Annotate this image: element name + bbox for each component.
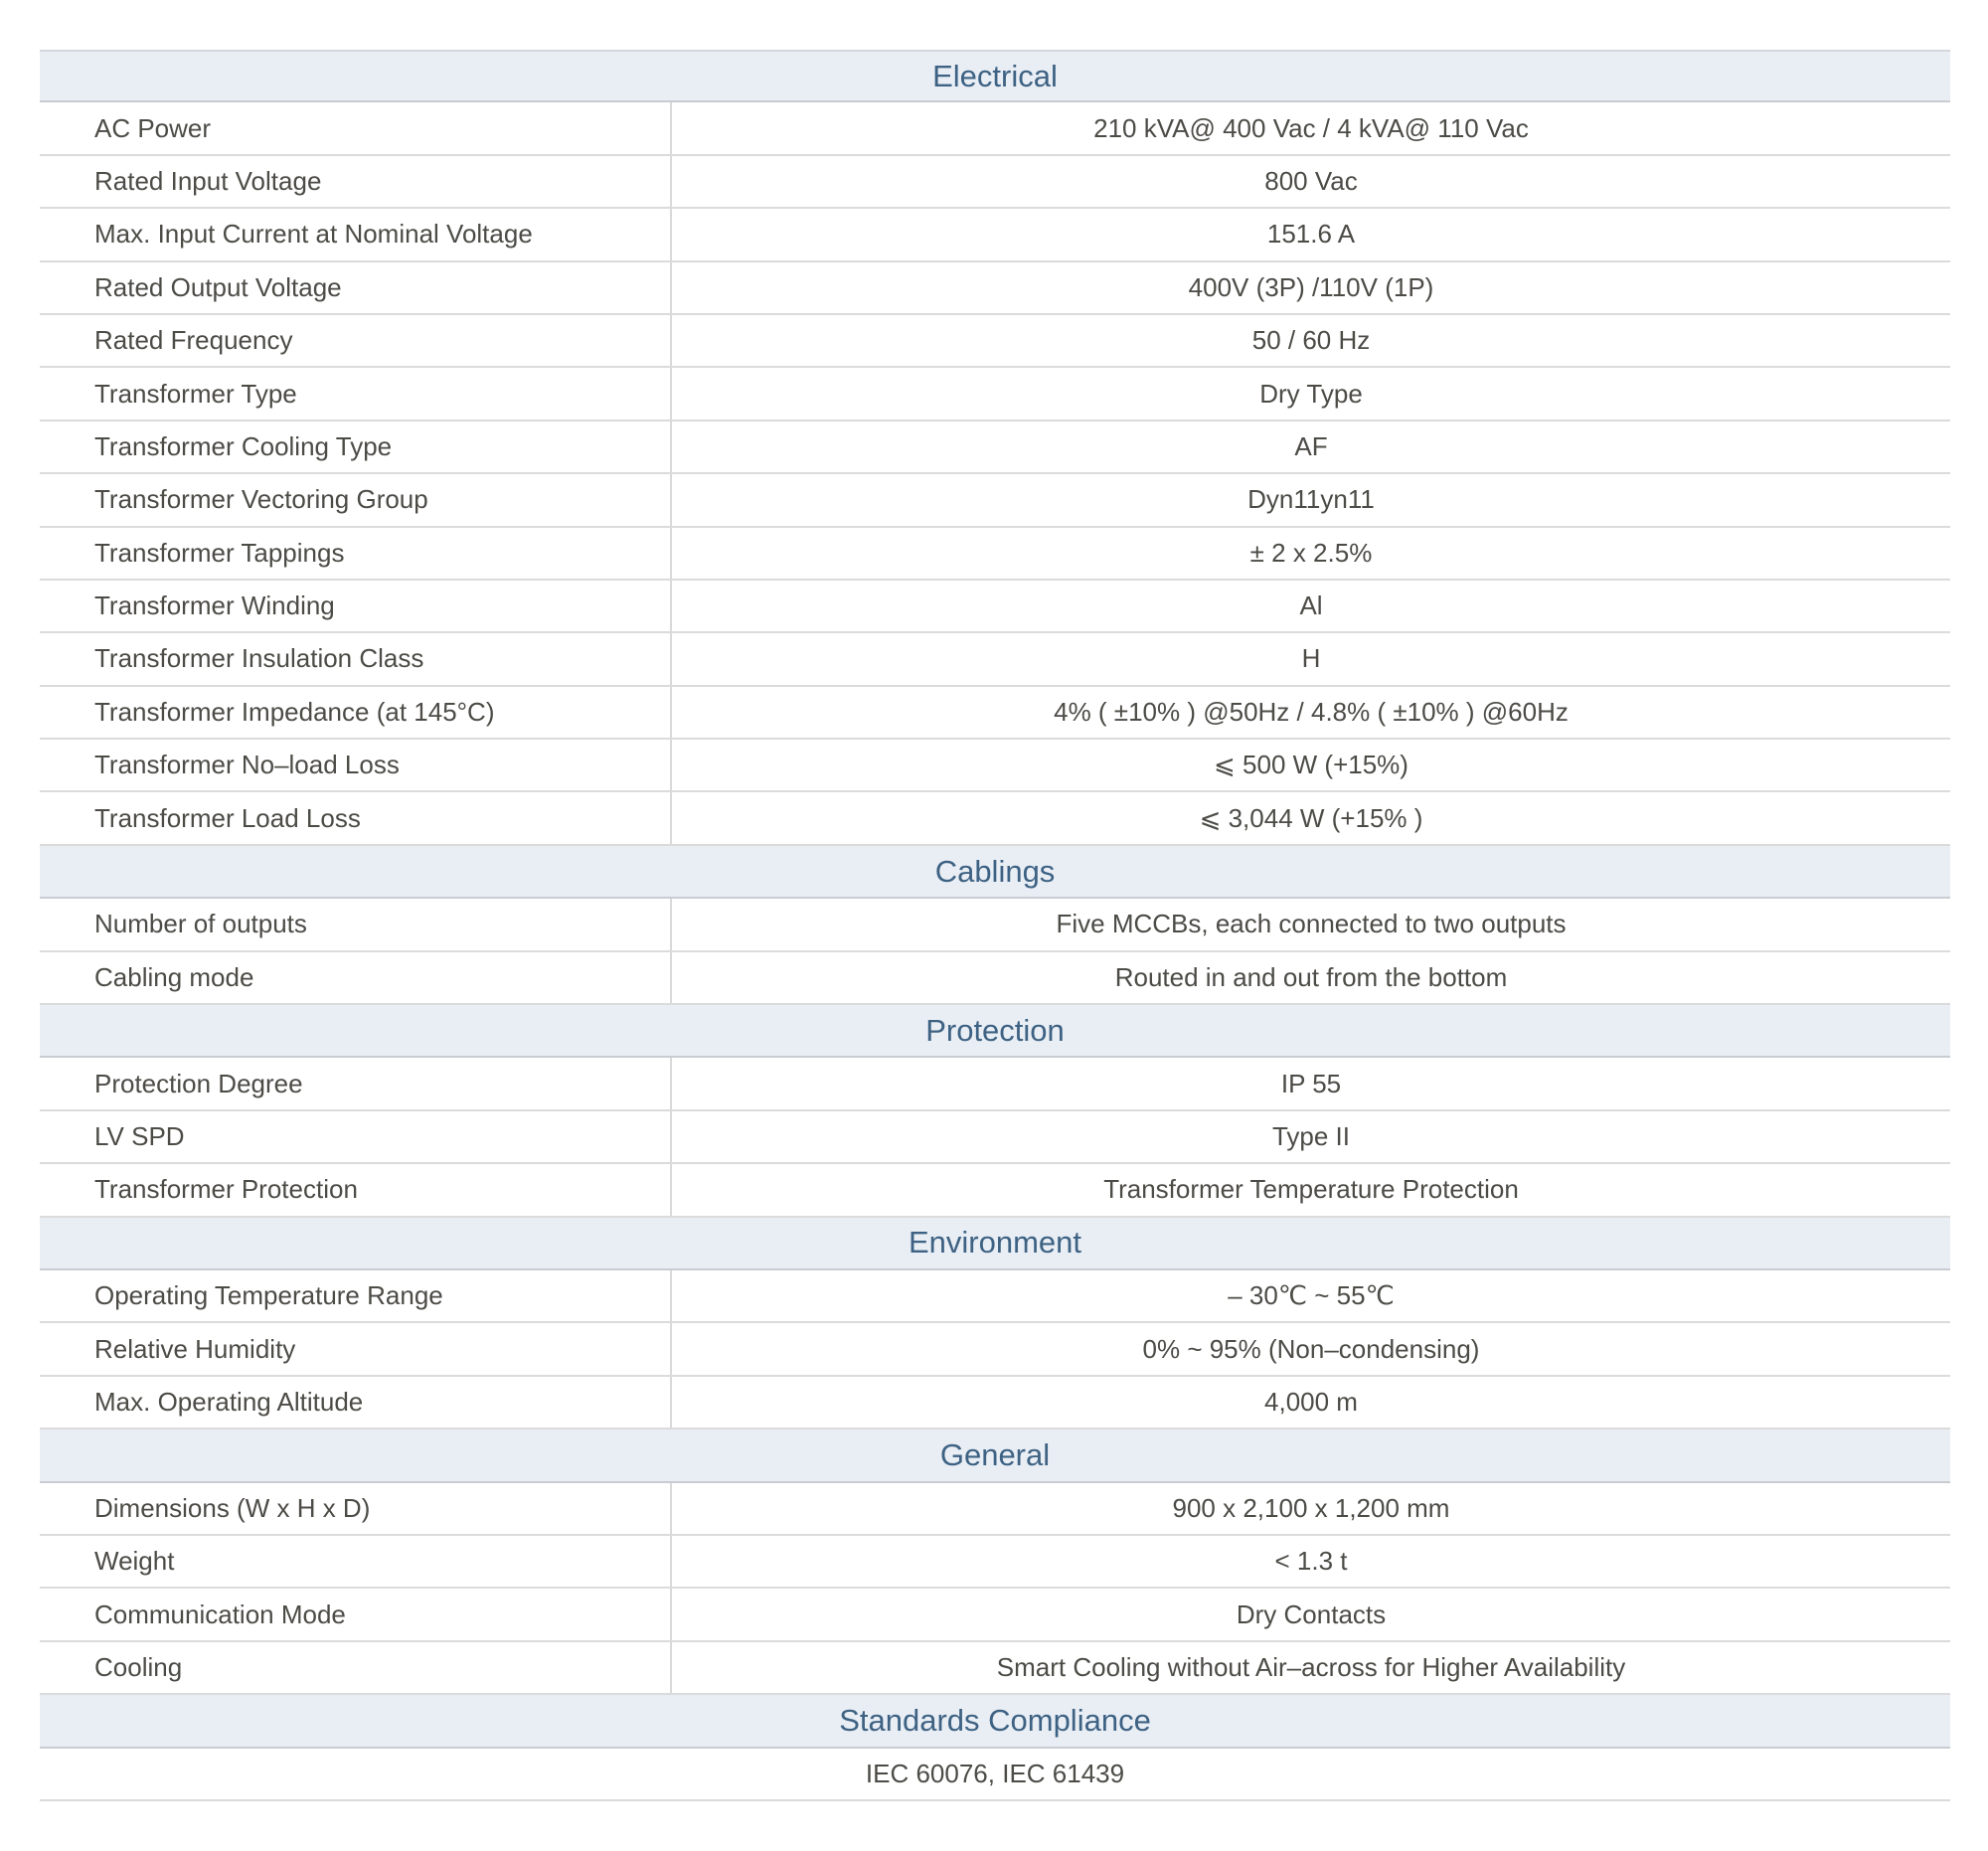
spec-row — [40, 368, 1950, 421]
spec-label-cell: Transformer Winding — [40, 581, 672, 631]
section-header — [40, 1695, 1950, 1748]
spec-value-cell: 900 x 2,100 x 1,200 mm — [1172, 1492, 1450, 1523]
spec-row — [40, 581, 1950, 633]
spec-label-cell: Relative Humidity — [40, 1323, 672, 1374]
spec-row — [40, 1058, 1950, 1110]
spec-label-cell: Max. Input Current at Nominal Voltage — [40, 209, 672, 259]
spec-label-cell: Transformer Impedance (at 145°C) — [40, 687, 672, 738]
spec-section — [40, 1430, 1950, 1695]
spec-label-cell: Rated Output Voltage — [40, 262, 672, 313]
spec-value-cell: ⩽ 3,044 W (+15% ) — [1199, 802, 1423, 833]
spec-section — [40, 1005, 1950, 1218]
spec-value-cell: Five MCCBs, each connected to two outputs — [1056, 909, 1567, 939]
spec-label-cell: Transformer Vectoring Group — [40, 474, 672, 525]
spec-label-cell: AC Power — [40, 102, 672, 153]
spec-row — [40, 528, 1950, 581]
spec-section — [40, 846, 1950, 1005]
spec-row — [40, 156, 1950, 209]
spec-value-cell: – 30℃ ~ 55℃ — [1228, 1280, 1395, 1311]
section-title: General — [939, 1436, 1051, 1472]
section-title: Protection — [925, 1012, 1065, 1048]
spec-label-cell: Cooling — [40, 1642, 672, 1693]
spec-row — [40, 687, 1950, 740]
section-header — [40, 846, 1950, 899]
spec-label-cell: Operating Temperature Range — [40, 1270, 672, 1321]
spec-label-cell: Transformer No–load Loss — [40, 740, 672, 790]
spec-value-cell: Dry Type — [1259, 378, 1363, 409]
spec-row — [40, 740, 1950, 792]
section-title: Electrical — [932, 58, 1058, 93]
spec-label-cell: Communication Mode — [40, 1589, 672, 1639]
spec-row — [40, 1589, 1950, 1641]
spec-row — [40, 1377, 1950, 1430]
spec-value-cell: IEC 60076, IEC 61439 — [865, 1758, 1125, 1788]
spec-row — [40, 209, 1950, 261]
spec-label-cell: Rated Frequency — [40, 315, 672, 366]
spec-value-cell: ± 2 x 2.5% — [1249, 537, 1373, 568]
spec-label-cell: Weight — [40, 1536, 672, 1587]
section-header — [40, 50, 1950, 102]
spec-row — [40, 421, 1950, 474]
spec-value-cell: Transformer Temperature Protection — [1103, 1174, 1519, 1205]
spec-row — [40, 1111, 1950, 1164]
spec-row — [40, 1536, 1950, 1589]
spec-value-cell: 50 / 60 Hz — [1251, 325, 1371, 356]
spec-label-cell: Transformer Cooling Type — [40, 421, 672, 472]
spec-section — [40, 1695, 1950, 1801]
spec-label-cell: Protection Degree — [40, 1058, 672, 1108]
section-header — [40, 1218, 1950, 1270]
spec-value-cell: Routed in and out from the bottom — [1114, 961, 1508, 992]
spec-section — [40, 1218, 1950, 1430]
spec-row — [40, 262, 1950, 315]
section-title: Cablings — [934, 853, 1056, 889]
spec-value-cell: 0% ~ 95% (Non–condensing) — [1142, 1333, 1480, 1364]
spec-label-cell: Rated Input Voltage — [40, 156, 672, 207]
spec-label-cell: Transformer Insulation Class — [40, 633, 672, 684]
spec-row — [40, 474, 1950, 527]
spec-label-cell: Cabling mode — [40, 952, 672, 1003]
section-header — [40, 1430, 1950, 1482]
spec-value-cell: Type II — [1271, 1121, 1351, 1151]
spec-label-cell: LV SPD — [40, 1111, 672, 1162]
spec-row — [40, 1323, 1950, 1376]
spec-value-cell: < 1.3 t — [1274, 1546, 1348, 1577]
section-title: Environment — [908, 1225, 1082, 1261]
spec-value-cell: 4,000 m — [1264, 1386, 1358, 1417]
spec-section — [40, 50, 1950, 846]
spec-row-full-width — [40, 1749, 1950, 1801]
spec-row — [40, 1270, 1950, 1323]
spec-label-cell: Transformer Load Loss — [40, 792, 672, 843]
spec-label-cell: Transformer Tappings — [40, 528, 672, 579]
spec-row — [40, 1642, 1950, 1695]
spec-row — [40, 102, 1950, 155]
spec-value-cell: H — [1301, 643, 1321, 674]
spec-value-cell: IP 55 — [1280, 1068, 1342, 1098]
spec-value-cell: Smart Cooling without Air–across for Higher Availability — [996, 1651, 1626, 1682]
spec-row — [40, 952, 1950, 1005]
section-header — [40, 1005, 1950, 1058]
spec-value-cell: 400V (3P) /110V (1P) — [1188, 271, 1434, 302]
spec-label-cell: Number of outputs — [40, 899, 672, 949]
spec-row — [40, 1483, 1950, 1536]
spec-value-cell: 210 kVA@ 400 Vac / 4 kVA@ 110 Vac — [1093, 112, 1529, 143]
spec-value-cell: Al — [1299, 590, 1323, 621]
spec-label-cell: Transformer Protection — [40, 1164, 672, 1215]
spec-label-cell: Dimensions (W x H x D) — [40, 1483, 672, 1534]
section-title: Standards Compliance — [839, 1702, 1151, 1738]
spec-row — [40, 315, 1950, 368]
spec-value-cell: 151.6 A — [1266, 219, 1356, 250]
spec-table — [40, 50, 1950, 1801]
spec-row — [40, 792, 1950, 845]
spec-value-cell: Dry Contacts — [1236, 1599, 1387, 1629]
spec-label-cell: Max. Operating Altitude — [40, 1377, 672, 1428]
spec-row — [40, 633, 1950, 686]
spec-value-cell: AF — [1294, 430, 1328, 461]
spec-row — [40, 899, 1950, 951]
spec-value-cell: ⩽ 500 W (+15%) — [1214, 750, 1408, 780]
spec-value-cell: 800 Vac — [1264, 165, 1358, 196]
spec-value-cell: Dyn11yn11 — [1247, 484, 1375, 515]
spec-row — [40, 1164, 1950, 1217]
spec-value-cell: 4% ( ±10% ) @50Hz / 4.8% ( ±10% ) @60Hz — [1054, 696, 1569, 727]
spec-label-cell: Transformer Type — [40, 368, 672, 419]
